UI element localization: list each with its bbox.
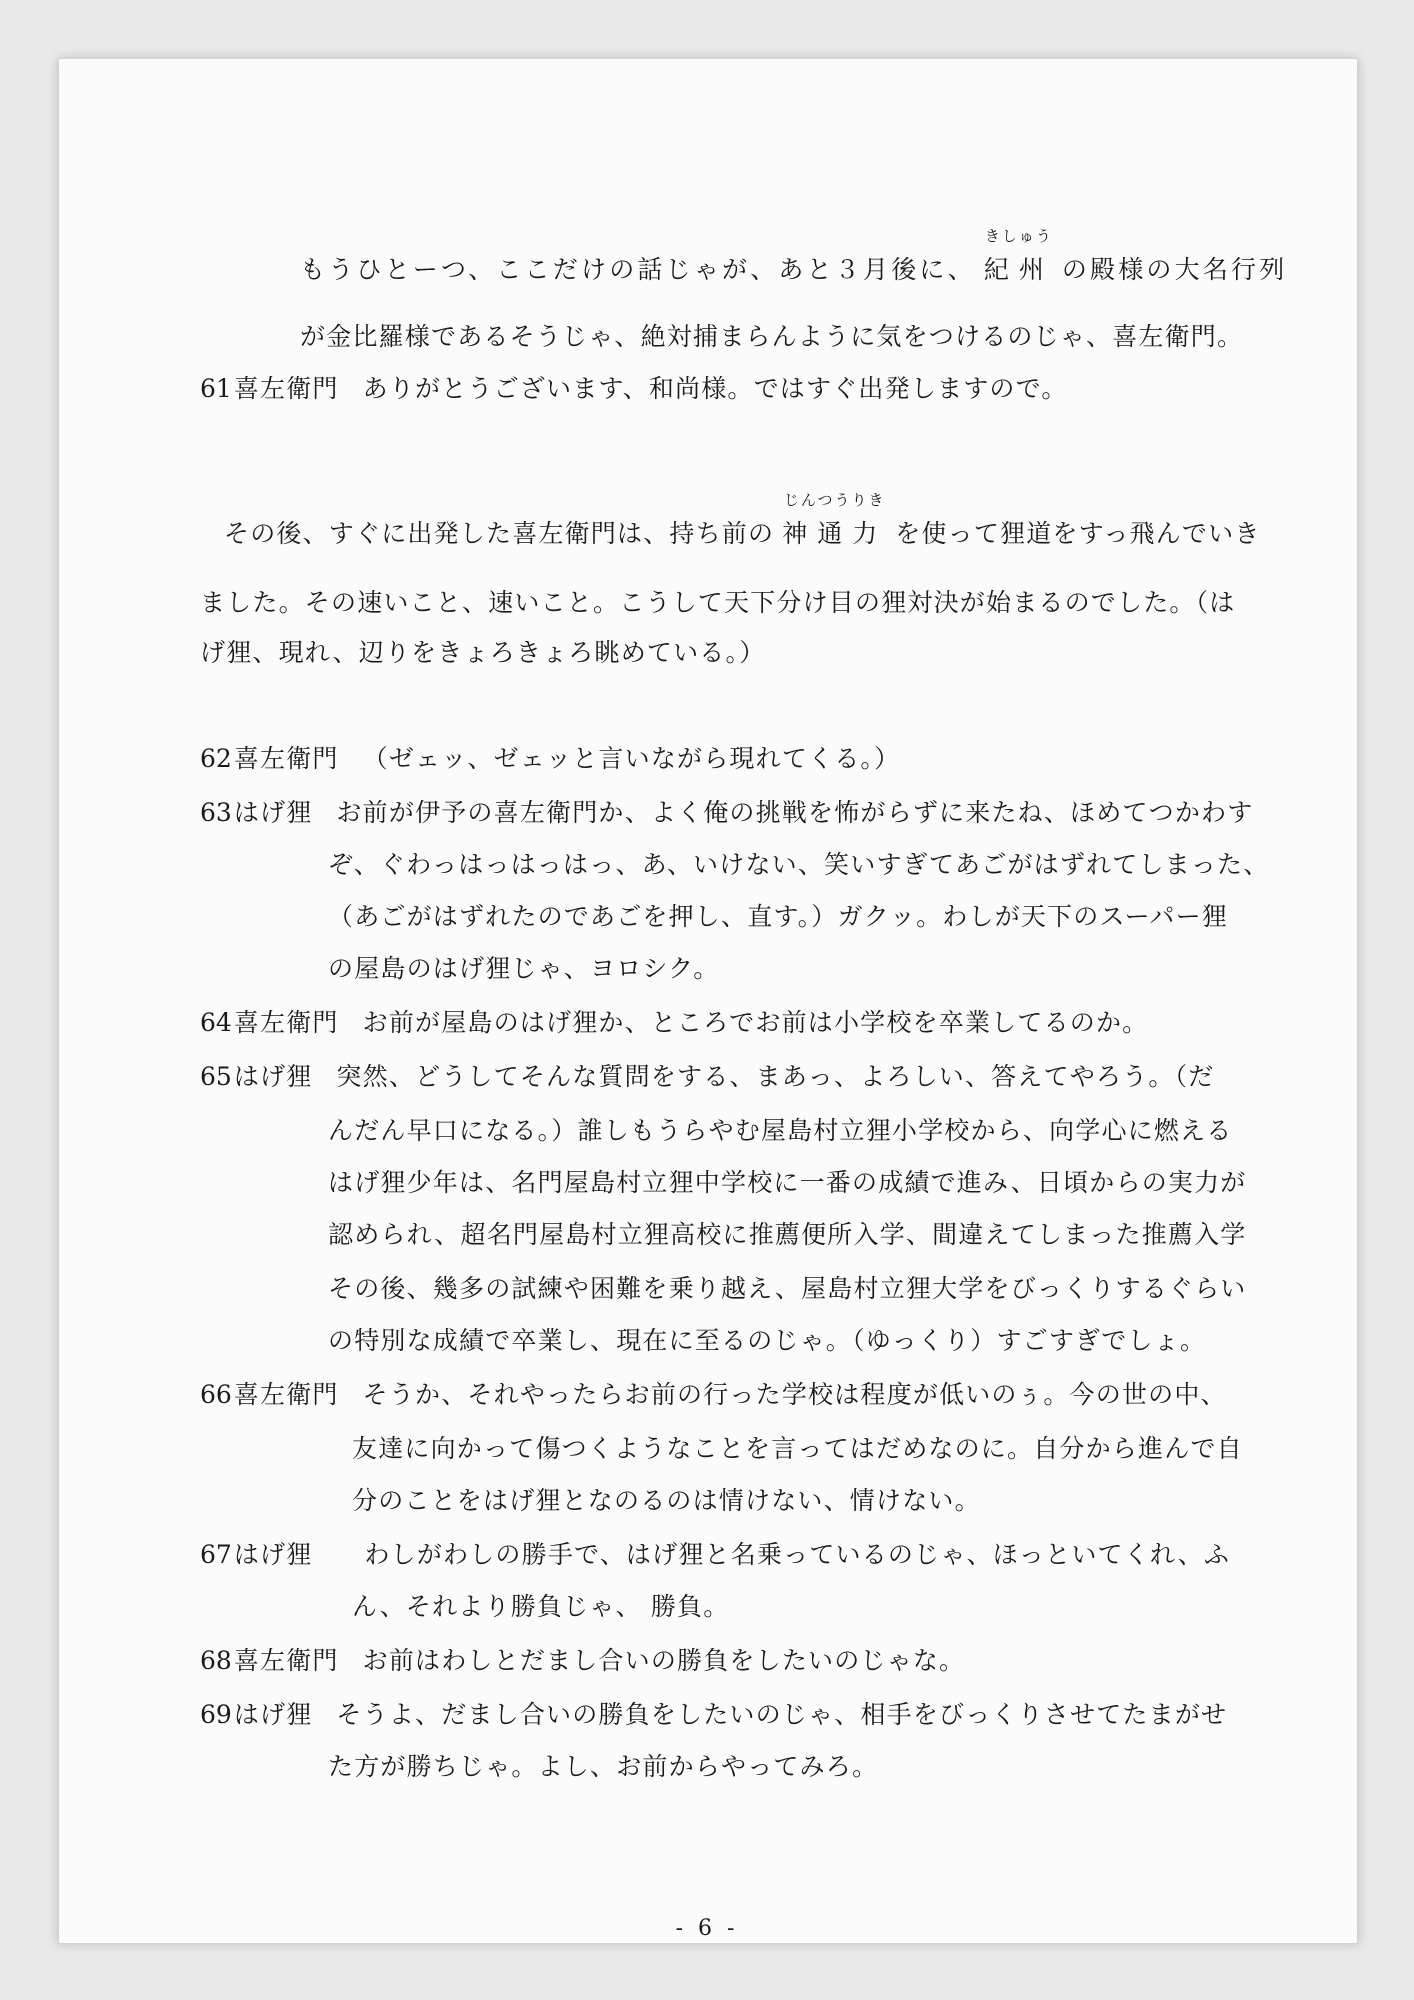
ruby-base-text: 神通力 xyxy=(782,519,888,548)
line-number: 65 xyxy=(200,1062,232,1091)
line-number: 69 xyxy=(200,1700,232,1729)
dialogue-text: 突然、どうしてそんな質問をする、まあっ、よろしい、答えてやろう。（だ xyxy=(336,1062,1215,1091)
dialogue-continuation: ん、それより勝負じゃ、 勝負。 xyxy=(352,1592,730,1621)
text-span: もうひとーつ、ここだけの話じゃが、あと３月後に、 xyxy=(300,255,976,284)
dialogue-continuation: た方が勝ちじゃ。よし、お前からやってみろ。 xyxy=(328,1752,879,1781)
narration-line: ました。その速いこと、速いこと。こうして天下分け目の狸対決が始まるのでした。（は xyxy=(200,588,1236,617)
dialogue-line xyxy=(200,1698,1227,1732)
dialogue-text: そうか、それやったらお前の行った学校は程度が低いのぅ。今の世の中、 xyxy=(362,1380,1227,1409)
dialogue-text: お前はわしとだまし合いの勝負をしたいのじゃな。 xyxy=(362,1646,966,1675)
ruby-annotation: じんつうりき xyxy=(783,491,886,509)
text-span: その後、すぐに出発した喜左衛門は、持ち前の xyxy=(224,519,775,548)
line-number: 62 xyxy=(200,744,232,773)
dialogue-continuation: 友達に向かって傷つくようなことを言ってはだめなのに。自分から進んで自 xyxy=(352,1434,1243,1463)
dialogue-text: そうよ、だまし合いの勝負をしたいのじゃ、相手をびっくりさせてたまがせ xyxy=(336,1700,1228,1729)
ruby-annotation: きしゅう xyxy=(984,227,1053,245)
dialogue-line xyxy=(200,1644,965,1678)
line-number: 68 xyxy=(200,1646,232,1675)
speaker-name: はげ狸 xyxy=(233,1062,313,1091)
text-span: の殿様の大名行列 xyxy=(1061,255,1288,284)
speaker-name: 喜左衛門 xyxy=(233,1646,339,1675)
dialogue-continuation: はげ狸少年は、名門屋島村立狸中学校に一番の成績で進み、日頃からの実力が xyxy=(328,1168,1247,1197)
line-number: 66 xyxy=(200,1380,232,1409)
dialogue-text: （ゼェッ、ゼェッと言いながら現れてくる。） xyxy=(362,744,901,773)
text-line xyxy=(300,227,1288,287)
dialogue-continuation: んだん早口になる。）誰しもうらやむ屋島村立狸小学校から、向学心に燃える xyxy=(328,1116,1233,1145)
speaker-name: 喜左衛門 xyxy=(233,1008,339,1037)
line-number: 64 xyxy=(200,1008,232,1037)
speaker-name: はげ狸 xyxy=(233,798,313,827)
dialogue-continuation: の屋島のはげ狸じゃ、ヨロシク。 xyxy=(328,954,720,983)
page-number: - 6 - xyxy=(675,1916,739,1941)
dialogue-line xyxy=(200,1006,1148,1040)
text-span: を使って狸道をすっ飛んでいき xyxy=(895,519,1261,548)
speaker-name: はげ狸 xyxy=(233,1540,313,1569)
line-number: 67 xyxy=(200,1540,232,1569)
dialogue-text: わしがわしの勝手で、はげ狸と名乗っているのじゃ、ほっといてくれ、ふ xyxy=(364,1540,1231,1569)
speaker-name: 喜左衛門 xyxy=(233,374,339,403)
ruby-word xyxy=(983,227,1054,287)
dialogue-text: ありがとうございます、和尚様。ではすぐ出発しますので。 xyxy=(362,374,1068,403)
narration-line xyxy=(224,491,1261,551)
narration-line: げ狸、現れ、辺りをきょろきょろ眺めている。） xyxy=(200,638,766,667)
dialogue-line xyxy=(200,1538,1230,1572)
dialogue-text: お前が屋島のはげ狸か、ところでお前は小学校を卒業してるのか。 xyxy=(362,1008,1149,1037)
dialogue-continuation: 分のことをはげ狸となのるのは情けない、情けない。 xyxy=(352,1486,981,1515)
ruby-word xyxy=(782,491,888,551)
dialogue-continuation: （あごがはずれたのであごを押し、直す。）ガクッ。わしが天下のスーパー狸 xyxy=(328,902,1229,931)
dialogue-continuation: その後、幾多の試練や困難を乗り越え、屋島村立狸大学をびっくりするぐらい xyxy=(328,1274,1247,1303)
dialogue-line xyxy=(200,1378,1227,1412)
dialogue-text: お前が伊予の喜左衛門か、よく俺の挑戦を怖がらずに来たね、ほめてつかわす xyxy=(336,798,1254,827)
dialogue-continuation: の特別な成績で卒業し、現在に至るのじゃ。（ゆっくり）すごすぎでしょ。 xyxy=(328,1326,1207,1355)
dialogue-line xyxy=(200,796,1253,830)
ruby-base-text: 紀州 xyxy=(983,255,1054,284)
dialogue-continuation: 認められ、超名門屋島村立狸高校に推薦便所入学、間違えてしまった推薦入学 xyxy=(328,1220,1247,1249)
line-number: 63 xyxy=(200,798,232,827)
speaker-name: 喜左衛門 xyxy=(233,1380,339,1409)
dialogue-line xyxy=(200,1060,1214,1094)
speaker-name: はげ狸 xyxy=(233,1700,313,1729)
text-line: が金比羅様であるそうじゃ、絶対捕まらんように気をつけるのじゃ、喜左衛門。 xyxy=(300,322,1244,351)
dialogue-line xyxy=(200,742,900,776)
dialogue-continuation: ぞ、ぐわっはっはっはっ、あ、いけない、笑いすぎてあごがはずれてしまった、 xyxy=(328,850,1270,879)
line-number: 61 xyxy=(200,374,232,403)
dialogue-line xyxy=(200,372,1068,406)
speaker-name: 喜左衛門 xyxy=(233,744,339,773)
